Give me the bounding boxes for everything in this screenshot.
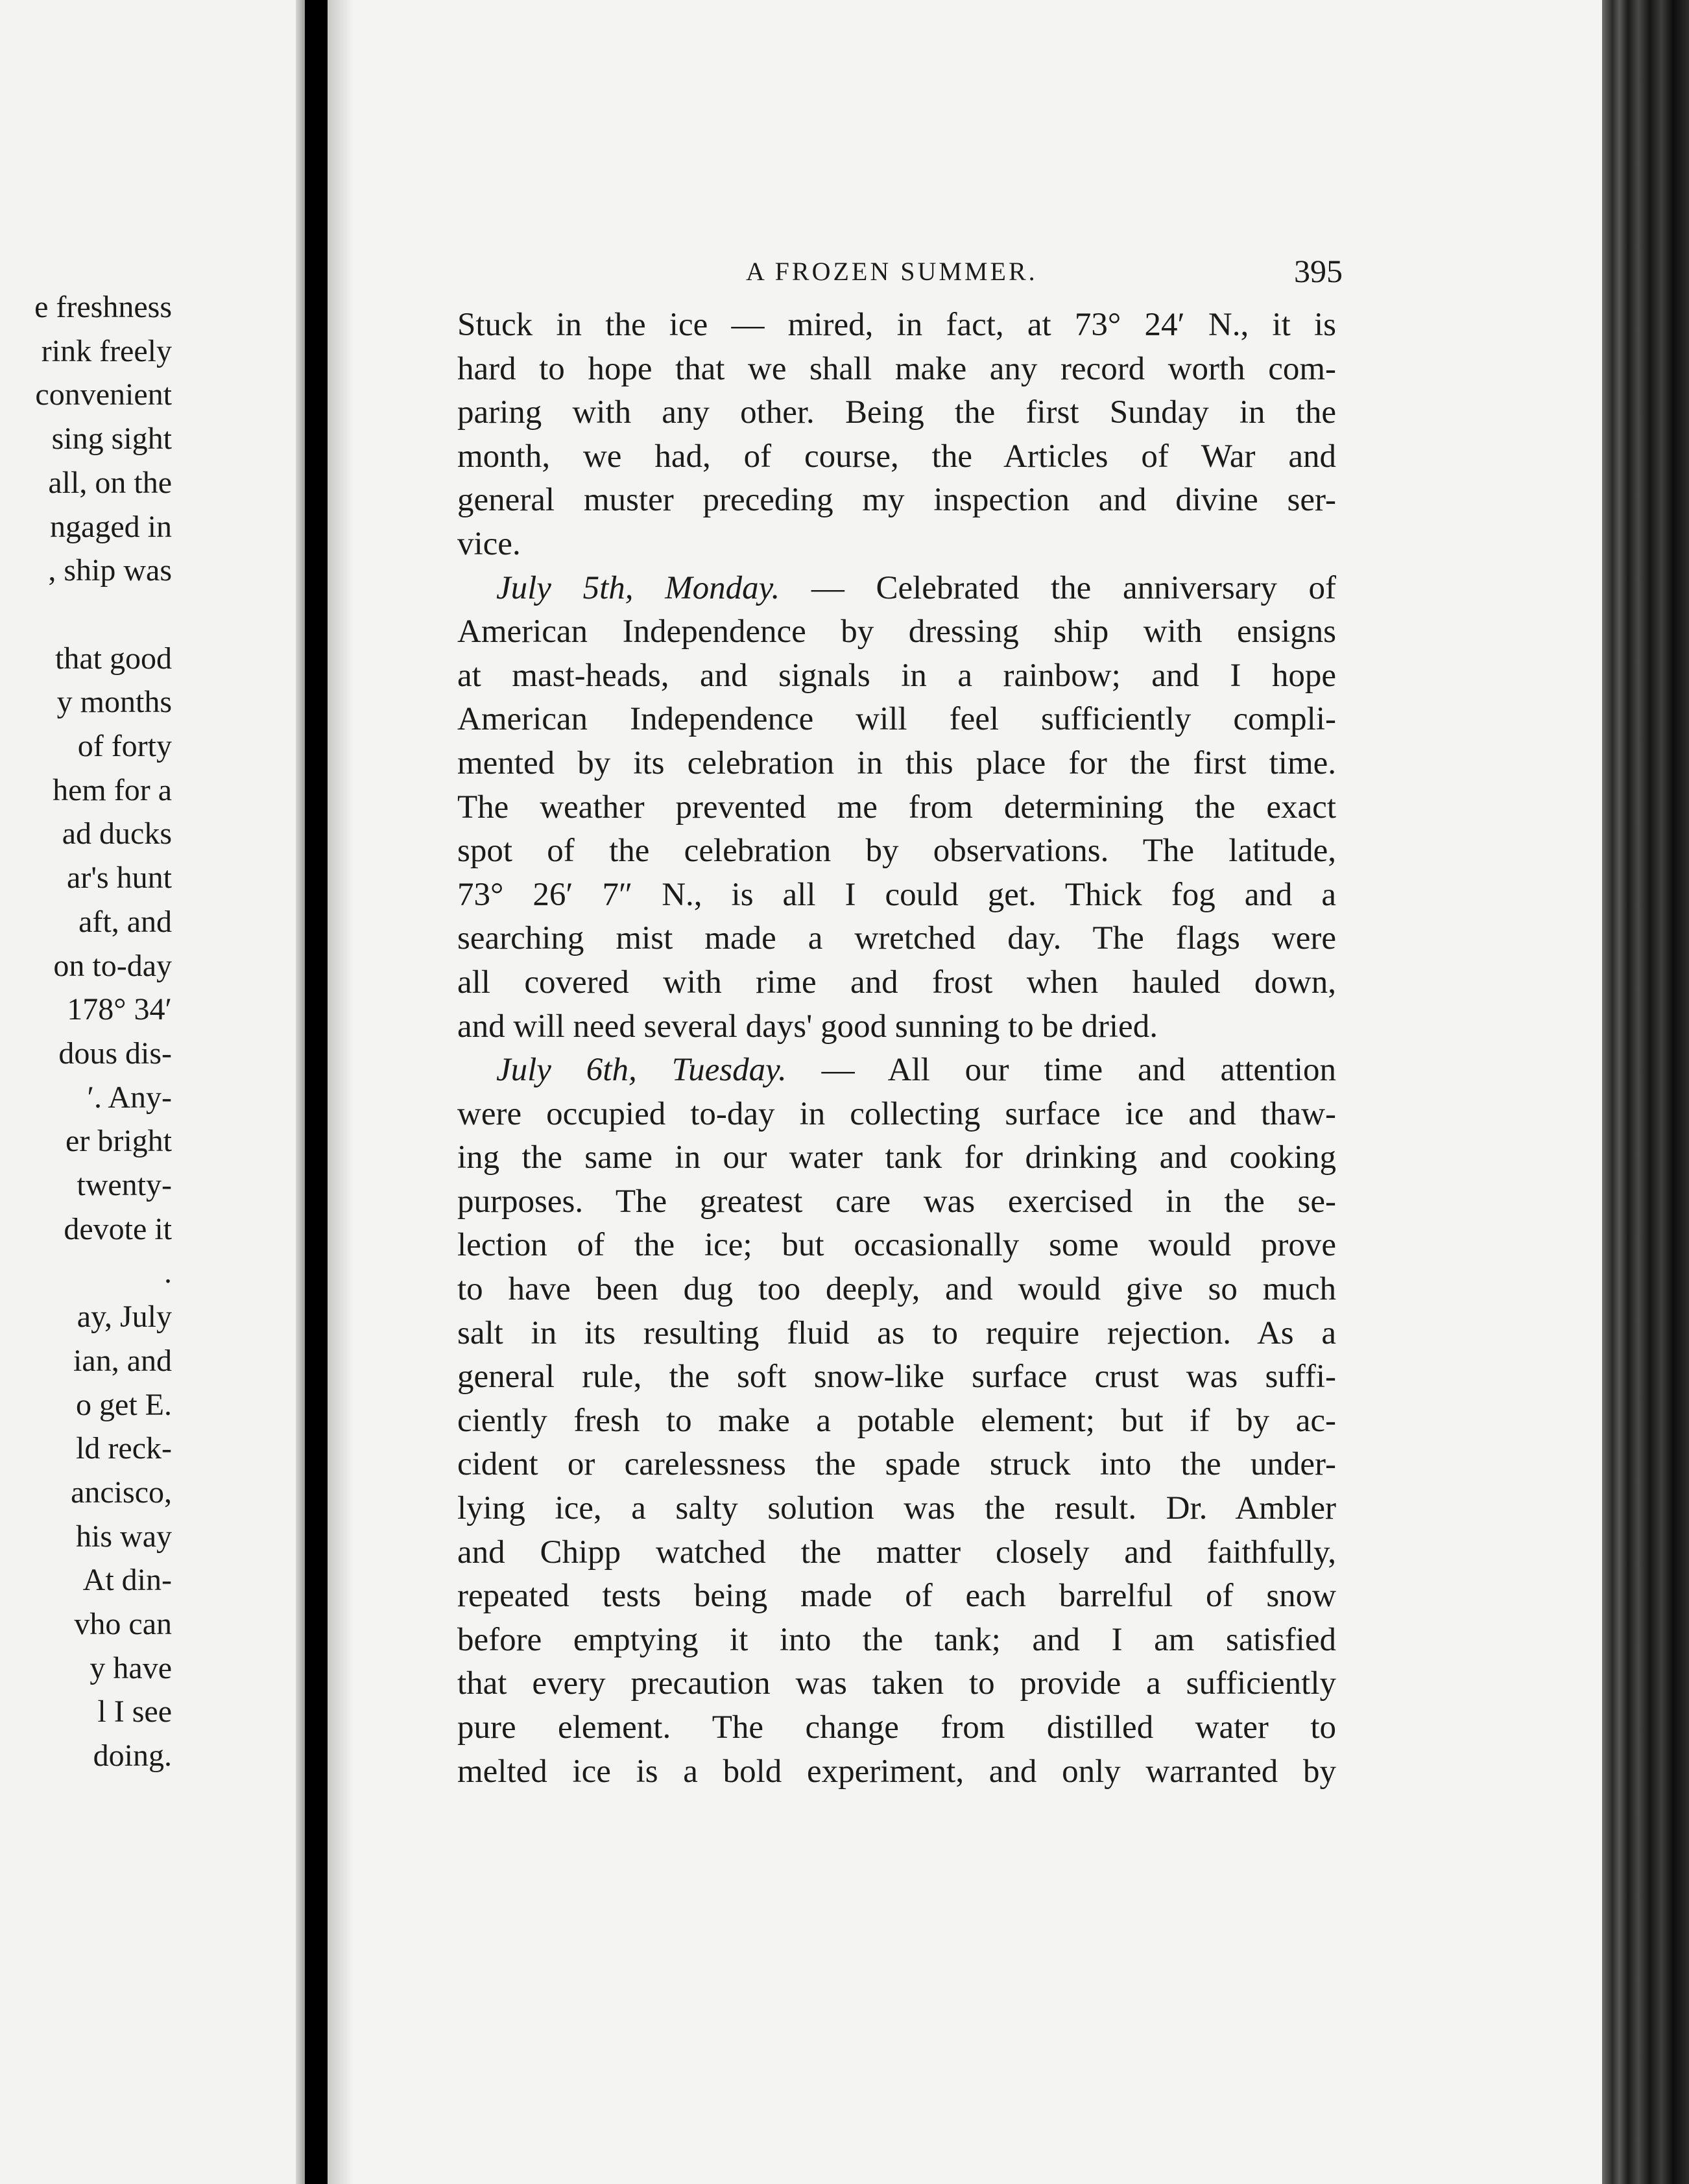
previous-page-line: ian, and <box>73 1343 172 1378</box>
previous-page-line: o get E. <box>76 1387 172 1422</box>
text-line-content: lection of the ice; but occasionally some would prove <box>457 1227 1336 1264</box>
text-line-content: cident or carelessness the spade struck into the under- <box>457 1446 1336 1483</box>
text-line <box>457 1574 1336 1619</box>
previous-page-line: . <box>164 1255 172 1290</box>
previous-page-line: that good <box>55 641 172 676</box>
text-line-content: mented by its celebration in this place for the first time. <box>457 744 1336 781</box>
page-header <box>418 253 1343 295</box>
previous-page-line: of forty <box>77 729 172 763</box>
text-line <box>457 1180 1336 1224</box>
text-line-content: lying ice, a salty solution was the result. Dr. Ambler <box>457 1490 1336 1527</box>
text-line <box>457 1136 1336 1180</box>
previous-page-line: e freshness <box>34 290 172 324</box>
text-line-content: month, we had, of course, the Articles of War and <box>457 438 1336 475</box>
text-line-content: salt in its resulting fluid as to require rejection. As a <box>457 1314 1336 1351</box>
text-line <box>457 391 1336 435</box>
text-line-content: at mast-heads, and signals in a rainbow; and I hope <box>457 657 1336 694</box>
text-line-content: vice. <box>457 525 521 562</box>
previous-page-line: rink freely <box>41 333 172 368</box>
previous-page-line: dous dis- <box>58 1036 172 1071</box>
text-line-content: to have been dug too deeply, and would give so much <box>457 1271 1336 1308</box>
previous-page-line: , ship was <box>48 553 172 588</box>
text-line-content: hard to hope that we shall make any record worth com- <box>457 350 1336 387</box>
previous-page-line: sing sight <box>51 421 172 457</box>
text-line <box>457 567 1336 611</box>
text-line <box>457 303 1336 348</box>
text-line <box>457 829 1336 873</box>
text-line-content: American Independence by dressing ship with ensigns <box>457 613 1336 650</box>
previous-page-line: vho can <box>74 1607 172 1641</box>
text-line <box>457 479 1336 523</box>
previous-page-line: l I see <box>97 1694 172 1729</box>
previous-page-line: his way <box>76 1519 172 1554</box>
text-line <box>457 1706 1336 1750</box>
previous-page-line: hem for a <box>53 772 172 807</box>
text-line <box>457 1093 1336 1137</box>
body-text <box>457 303 1336 1794</box>
text-line <box>457 348 1336 392</box>
text-line <box>457 1355 1336 1399</box>
previous-page-line: ngaged in <box>50 509 172 544</box>
running-title: A FROZEN SUMMER. <box>746 257 1038 286</box>
previous-page-edge <box>296 0 305 2184</box>
text-line-content: general muster preceding my inspection and divine ser- <box>457 482 1336 519</box>
previous-page-line: 178° 34′ <box>67 992 172 1027</box>
text-line-content: ing the same in our water tank for drinking and cooking <box>457 1139 1336 1176</box>
text-line-content: American Independence will feel sufficiently compli- <box>457 701 1336 738</box>
text-line-content: and will need several days' good sunning to be dried. <box>457 1008 1158 1045</box>
text-line-content: — Celebrated the anniversary of <box>780 569 1336 606</box>
previous-page-line: all, on the <box>48 465 172 500</box>
previous-page-line: ld reck- <box>76 1431 172 1466</box>
text-line <box>457 786 1336 830</box>
previous-page-line: y months <box>56 685 172 720</box>
text-line <box>457 873 1336 918</box>
previous-page-line: ar's hunt <box>67 861 172 896</box>
text-line-content: before emptying it into the tank; and I am satisfied <box>457 1621 1336 1658</box>
text-line <box>457 1268 1336 1312</box>
text-line-content: all covered with rime and frost when hauled down, <box>457 964 1336 1001</box>
previous-page-line: er bright <box>66 1124 172 1159</box>
text-line <box>457 917 1336 961</box>
text-line-content: that every precaution was taken to provide a sufficiently <box>457 1665 1336 1702</box>
text-line-content: Stuck in the ice — mired, in fact, at 73° 24′ N., it is <box>457 307 1336 343</box>
text-line <box>457 610 1336 654</box>
previous-page-line: doing. <box>93 1739 172 1774</box>
text-line-content: searching mist made a wretched day. The flags were <box>457 920 1336 957</box>
text-line <box>457 742 1336 786</box>
text-line <box>457 1312 1336 1356</box>
previous-page-line: ′. Any- <box>87 1080 172 1115</box>
text-line-content: 73° 26′ 7″ N., is all I could get. Thick fog and a <box>457 876 1336 913</box>
book-fore-edge <box>1602 0 1689 2184</box>
text-line-content: general rule, the soft snow-like surface crust was suffi- <box>457 1359 1336 1395</box>
text-line <box>457 1662 1336 1706</box>
previous-page-line: ancisco, <box>71 1475 172 1510</box>
text-line <box>457 1443 1336 1487</box>
text-line <box>457 1399 1336 1443</box>
previous-page-line: twenty- <box>77 1168 172 1202</box>
text-line-content: paring with any other. Being the first Sunday in the <box>457 394 1336 431</box>
text-line <box>457 961 1336 1005</box>
text-line <box>457 1005 1336 1049</box>
text-line-content: were occupied to-day in collecting surface ice and thaw- <box>457 1095 1336 1132</box>
text-line-content: pure element. The change from distilled water to <box>457 1709 1336 1746</box>
page-number: 395 <box>1294 253 1343 289</box>
previous-page-line: convenient <box>35 377 172 412</box>
text-line <box>457 1750 1336 1794</box>
text-line-content: The weather prevented me from determining the exact <box>457 789 1336 825</box>
entry-date: July 5th, Monday. <box>496 569 780 606</box>
text-line-content: purposes. The greatest care was exercised in the se- <box>457 1183 1336 1220</box>
text-line <box>457 523 1336 567</box>
previous-page-line: on to-day <box>53 948 172 983</box>
text-line <box>457 1487 1336 1531</box>
previous-page <box>0 0 305 2184</box>
entry-date: July 6th, Tuesday. <box>496 1052 787 1089</box>
previous-page-line: y have <box>90 1650 172 1685</box>
text-line <box>457 1049 1336 1093</box>
previous-page-line: At din- <box>82 1563 172 1598</box>
gutter-shadow <box>328 0 353 2184</box>
text-line-content: spot of the celebration by observations. The latitude, <box>457 833 1336 870</box>
previous-page-line: ad ducks <box>62 816 172 851</box>
text-line <box>457 435 1336 479</box>
text-line <box>457 654 1336 698</box>
text-line <box>457 1531 1336 1575</box>
text-line-content: and Chipp watched the matter closely and faithfully, <box>457 1534 1336 1571</box>
text-line-content: ciently fresh to make a potable element; but if by ac- <box>457 1402 1336 1439</box>
previous-page-line: aft, and <box>78 904 172 939</box>
text-line-content: — All our time and attention <box>786 1052 1336 1089</box>
previous-page-line: ay, July <box>77 1300 172 1335</box>
text-line <box>457 698 1336 742</box>
text-line <box>457 1619 1336 1663</box>
previous-page-line: devote it <box>64 1211 172 1246</box>
text-line-content: repeated tests being made of each barrelful of snow <box>457 1578 1336 1615</box>
text-line <box>457 1224 1336 1268</box>
text-line-content: melted ice is a bold experiment, and only warranted by <box>457 1753 1336 1790</box>
